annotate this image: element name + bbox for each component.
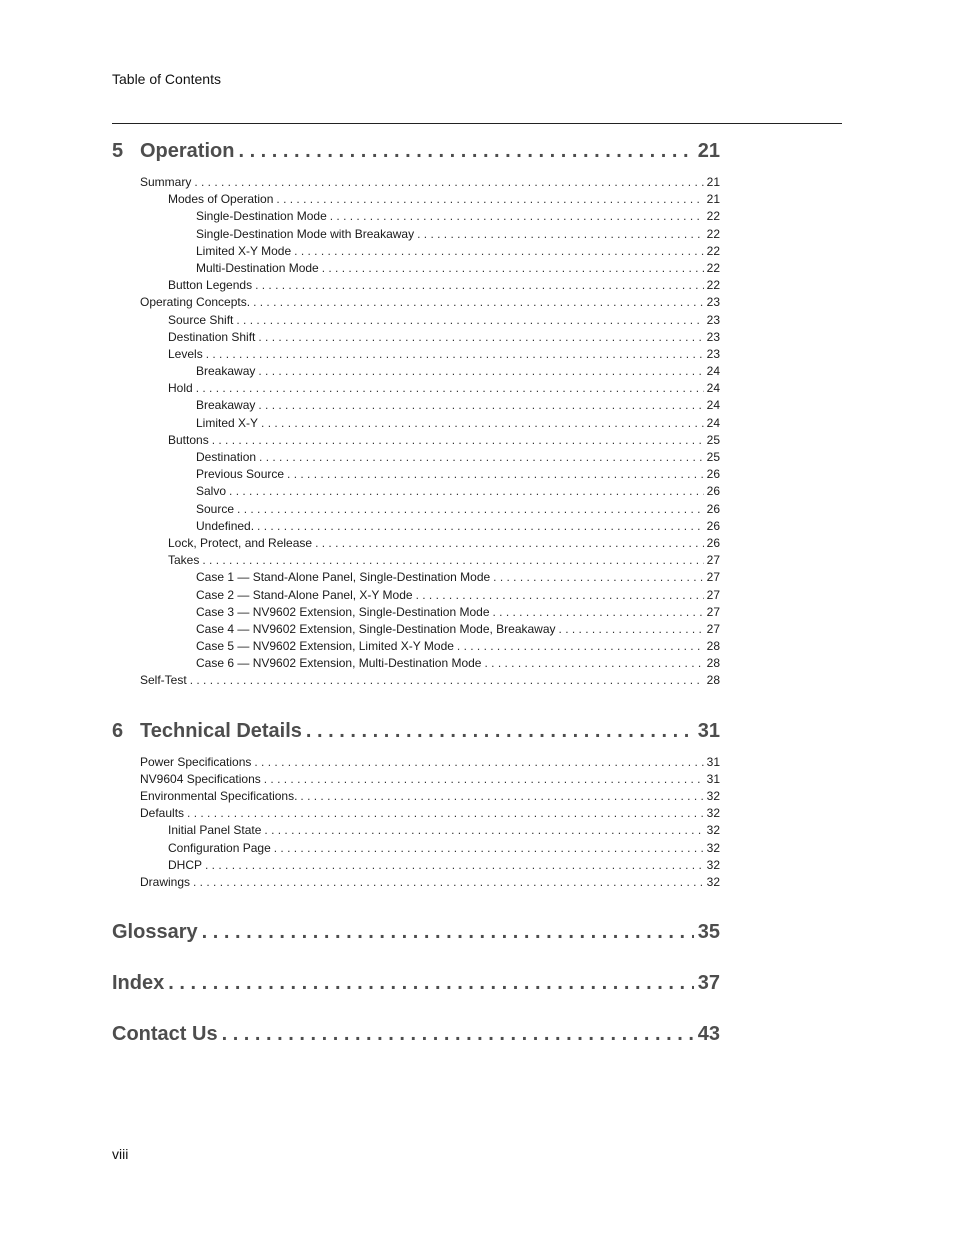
toc-entry-page-number: 22 <box>706 209 720 224</box>
toc-entry[interactable] <box>112 604 720 621</box>
toc-entry-page-number: 24 <box>706 364 720 379</box>
chapter-title: Index <box>112 972 165 995</box>
toc-entry[interactable] <box>112 788 720 805</box>
toc-chapter-group <box>112 921 720 955</box>
toc-entry[interactable] <box>112 672 720 689</box>
toc-entry-page-number: 28 <box>706 656 720 671</box>
toc-entry-page-number: 31 <box>706 771 720 786</box>
toc-entry-title: Single-Destination Mode with Breakaway <box>196 226 415 241</box>
dot-leader <box>261 415 704 432</box>
toc-entry-page-number: 27 <box>706 587 720 602</box>
toc-entry-page-number: 26 <box>706 484 720 499</box>
toc-entry[interactable] <box>112 415 720 432</box>
toc-entry-page-number: 23 <box>706 329 720 344</box>
toc-entry-page-number: 27 <box>706 553 720 568</box>
dot-leader <box>193 874 704 891</box>
toc-entry-page-number: 27 <box>706 570 720 585</box>
toc-entry[interactable] <box>112 754 720 771</box>
dot-leader <box>206 346 704 363</box>
toc-entry[interactable] <box>112 621 720 638</box>
toc-entry-page-number: 32 <box>706 823 720 838</box>
toc-entry-page-number: 32 <box>706 789 720 803</box>
toc-entry[interactable] <box>112 449 720 466</box>
toc-entry-title: Levels <box>168 346 203 361</box>
dot-leader <box>190 672 704 689</box>
toc-entry-page-number: 23 <box>706 346 720 361</box>
toc-entry-page-number: 21 <box>706 192 720 207</box>
toc-entry-page-number: 22 <box>706 226 720 241</box>
dot-leader <box>274 840 704 857</box>
chapter-page-number: 37 <box>697 972 720 995</box>
toc-entry-title: Limited X-Y <box>196 415 259 430</box>
toc-entry-title: Drawings <box>140 874 191 889</box>
toc-entry-title: Previous Source <box>196 467 285 482</box>
chapter-heading[interactable] <box>112 972 720 1006</box>
toc-entry[interactable] <box>112 569 720 586</box>
toc-entry-title: Case 1 — Stand-Alone Panel, Single-Destination Mode <box>196 570 491 585</box>
toc-entry[interactable] <box>112 840 720 857</box>
page-number: viii <box>112 1146 129 1162</box>
dot-leader <box>493 604 704 621</box>
dot-leader <box>315 535 704 552</box>
toc-chapter-group <box>112 972 720 1006</box>
toc-entry-page-number: 22 <box>706 278 720 293</box>
dot-leader <box>187 805 704 822</box>
dot-leader <box>493 569 703 586</box>
toc-entry[interactable] <box>112 312 720 329</box>
toc-entry-title: Source <box>196 501 235 516</box>
toc-entry-title: DHCP <box>168 857 203 872</box>
dot-leader <box>258 363 703 380</box>
dot-leader <box>322 260 704 277</box>
toc-chapter-group <box>112 140 720 706</box>
toc-entry-page-number: 21 <box>706 175 720 189</box>
chapter-number: 6 <box>112 719 124 742</box>
dot-leader <box>237 501 704 518</box>
toc-entry-title: Button Legends <box>168 278 253 293</box>
chapter-title: Contact Us <box>112 1023 218 1046</box>
toc-entry-page-number: 32 <box>706 806 720 821</box>
toc-entry[interactable] <box>112 346 720 363</box>
dot-leader <box>196 380 704 397</box>
toc-entry[interactable] <box>112 191 720 208</box>
toc-entry-page-number: 28 <box>706 639 720 654</box>
dot-leader <box>264 771 704 788</box>
dot-leader <box>330 208 704 225</box>
toc-entry[interactable] <box>112 483 720 500</box>
toc-entry-page-number: 22 <box>706 243 720 258</box>
header-rule <box>112 123 842 124</box>
dot-leader <box>168 972 694 995</box>
toc-entry-title: Modes of Operation <box>168 192 274 207</box>
dot-leader <box>202 552 703 569</box>
dot-leader <box>300 788 703 805</box>
toc-entry-page-number: 31 <box>706 754 720 769</box>
toc-entry-page-number: 26 <box>706 501 720 516</box>
chapter-heading[interactable] <box>112 720 720 754</box>
toc-entry[interactable] <box>112 226 720 243</box>
chapter-page-number: 43 <box>697 1023 720 1046</box>
toc-entry[interactable] <box>112 208 720 225</box>
toc-entry-page-number: 28 <box>706 673 720 688</box>
dot-leader <box>202 921 694 944</box>
toc-entry-title: Initial Panel State <box>168 823 262 838</box>
toc-entry-page-number: 27 <box>706 604 720 619</box>
table-of-contents <box>112 140 720 1074</box>
toc-chapter-group <box>112 1023 720 1057</box>
toc-entry[interactable] <box>112 363 720 380</box>
toc-entry-page-number: 23 <box>706 295 720 310</box>
chapter-title: Glossary <box>112 921 198 944</box>
toc-entry-page-number: 26 <box>706 518 720 533</box>
toc-entry-title: Case 4 — NV9602 Extension, Single-Destination Mode, Breakaway <box>196 621 556 636</box>
toc-entry[interactable] <box>112 277 720 294</box>
toc-entry[interactable] <box>112 535 720 552</box>
toc-entry-title: Summary <box>140 175 192 189</box>
dot-leader <box>258 397 703 414</box>
toc-entry[interactable] <box>112 397 720 414</box>
chapter-heading[interactable] <box>112 921 720 955</box>
chapter-title: Operation <box>140 140 235 162</box>
toc-entry-title: Single-Destination Mode <box>196 209 327 224</box>
dot-leader <box>559 621 704 638</box>
chapter-heading[interactable] <box>112 1023 720 1057</box>
dot-leader <box>238 140 693 163</box>
toc-entry[interactable] <box>112 771 720 788</box>
dot-leader <box>212 432 704 449</box>
toc-entry-page-number: 24 <box>706 381 720 396</box>
toc-entry[interactable] <box>112 501 720 518</box>
toc-entry-page-number: 26 <box>706 467 720 482</box>
dot-leader <box>287 466 704 483</box>
toc-entry[interactable] <box>112 432 720 449</box>
toc-entry-title: Takes <box>168 553 200 568</box>
toc-entry[interactable] <box>112 822 720 839</box>
toc-entry-page-number: 32 <box>706 874 720 889</box>
toc-entry-page-number: 32 <box>706 857 720 872</box>
toc-entry-title: Destination Shift <box>168 329 256 344</box>
dot-leader <box>259 449 704 466</box>
chapter-heading[interactable] <box>112 140 720 174</box>
toc-entry[interactable] <box>112 260 720 277</box>
chapter-page-number: 31 <box>697 719 720 742</box>
toc-entry-title: Hold <box>168 381 193 396</box>
toc-entry[interactable] <box>112 243 720 260</box>
toc-entry-title: Limited X-Y Mode <box>196 243 292 258</box>
toc-entry-title: Lock, Protect, and Release <box>168 535 313 550</box>
toc-entry[interactable] <box>112 380 720 397</box>
section-spacer <box>112 891 720 907</box>
chapter-page-number: 21 <box>697 140 720 162</box>
dot-leader <box>484 655 703 672</box>
toc-entry-title: Defaults <box>140 806 185 821</box>
toc-entry-page-number: 24 <box>706 415 720 430</box>
toc-entry-title: Case 3 — NV9602 Extension, Single-Destination Mode <box>196 604 490 619</box>
dot-leader <box>457 638 704 655</box>
toc-entry-page-number: 23 <box>706 312 720 327</box>
toc-entry[interactable] <box>112 587 720 604</box>
running-head: Table of Contents <box>112 71 221 87</box>
toc-entry[interactable] <box>112 518 720 535</box>
dot-leader <box>255 277 704 294</box>
toc-entry-page-number: 22 <box>706 260 720 275</box>
dot-leader <box>205 857 704 874</box>
dot-leader <box>417 226 704 243</box>
toc-entry-title: Self-Test <box>140 673 187 688</box>
dot-leader <box>258 329 703 346</box>
chapter-number: 5 <box>112 140 124 162</box>
toc-entry-title: Breakaway <box>196 364 256 379</box>
toc-entry-title: Configuration Page <box>168 840 271 855</box>
toc-entry-title: NV9604 Specifications <box>140 771 261 786</box>
dot-leader <box>257 518 704 535</box>
toc-entry[interactable] <box>112 638 720 655</box>
dot-leader <box>229 483 704 500</box>
dot-leader <box>194 174 703 191</box>
toc-entry-title: Power Specifications <box>140 754 252 769</box>
toc-entry[interactable] <box>112 874 720 891</box>
chapter-page-number: 35 <box>697 921 720 944</box>
toc-entry-page-number: 26 <box>706 535 720 550</box>
dot-leader <box>276 191 703 208</box>
toc-entry-title: Breakaway <box>196 398 256 413</box>
toc-entry-page-number: 27 <box>706 621 720 636</box>
toc-entry-title: Case 2 — Stand-Alone Panel, X-Y Mode <box>196 587 413 602</box>
toc-entry-page-number: 24 <box>706 398 720 413</box>
toc-entry-title: Salvo <box>196 484 227 499</box>
toc-entry-title: Undefined. <box>196 518 255 533</box>
dot-leader <box>253 294 704 311</box>
toc-entry-title: Operating Concepts. <box>140 295 251 310</box>
dot-leader <box>222 1023 694 1046</box>
dot-leader <box>236 312 703 329</box>
toc-entry-title: Source Shift <box>168 312 234 327</box>
toc-entry-title: Destination <box>196 450 257 464</box>
toc-entry[interactable] <box>112 174 720 191</box>
dot-leader <box>264 822 703 839</box>
dot-leader <box>294 243 703 260</box>
dot-leader <box>416 587 704 604</box>
toc-entry-title: Buttons <box>168 432 209 447</box>
toc-chapter-group <box>112 720 720 908</box>
toc-entry[interactable] <box>112 294 720 311</box>
toc-entry-page-number: 32 <box>706 840 720 855</box>
toc-entry-title: Environmental Specifications. <box>140 789 298 803</box>
toc-entry-title: Case 6 — NV9602 Extension, Multi-Destination Mode <box>196 656 482 671</box>
toc-entry[interactable] <box>112 805 720 822</box>
toc-entry-title: Multi-Destination Mode <box>196 260 319 275</box>
dot-leader <box>306 720 694 743</box>
toc-entry-page-number: 25 <box>706 450 720 464</box>
toc-entry-page-number: 25 <box>706 432 720 447</box>
toc-entry[interactable] <box>112 857 720 874</box>
toc-entry[interactable] <box>112 552 720 569</box>
section-spacer <box>112 690 720 706</box>
toc-entry[interactable] <box>112 655 720 672</box>
toc-entry-title: Case 5 — NV9602 Extension, Limited X-Y Mode <box>196 639 454 654</box>
dot-leader <box>254 754 703 771</box>
toc-entry[interactable] <box>112 466 720 483</box>
chapter-title: Technical Details <box>140 719 302 742</box>
toc-entry[interactable] <box>112 329 720 346</box>
